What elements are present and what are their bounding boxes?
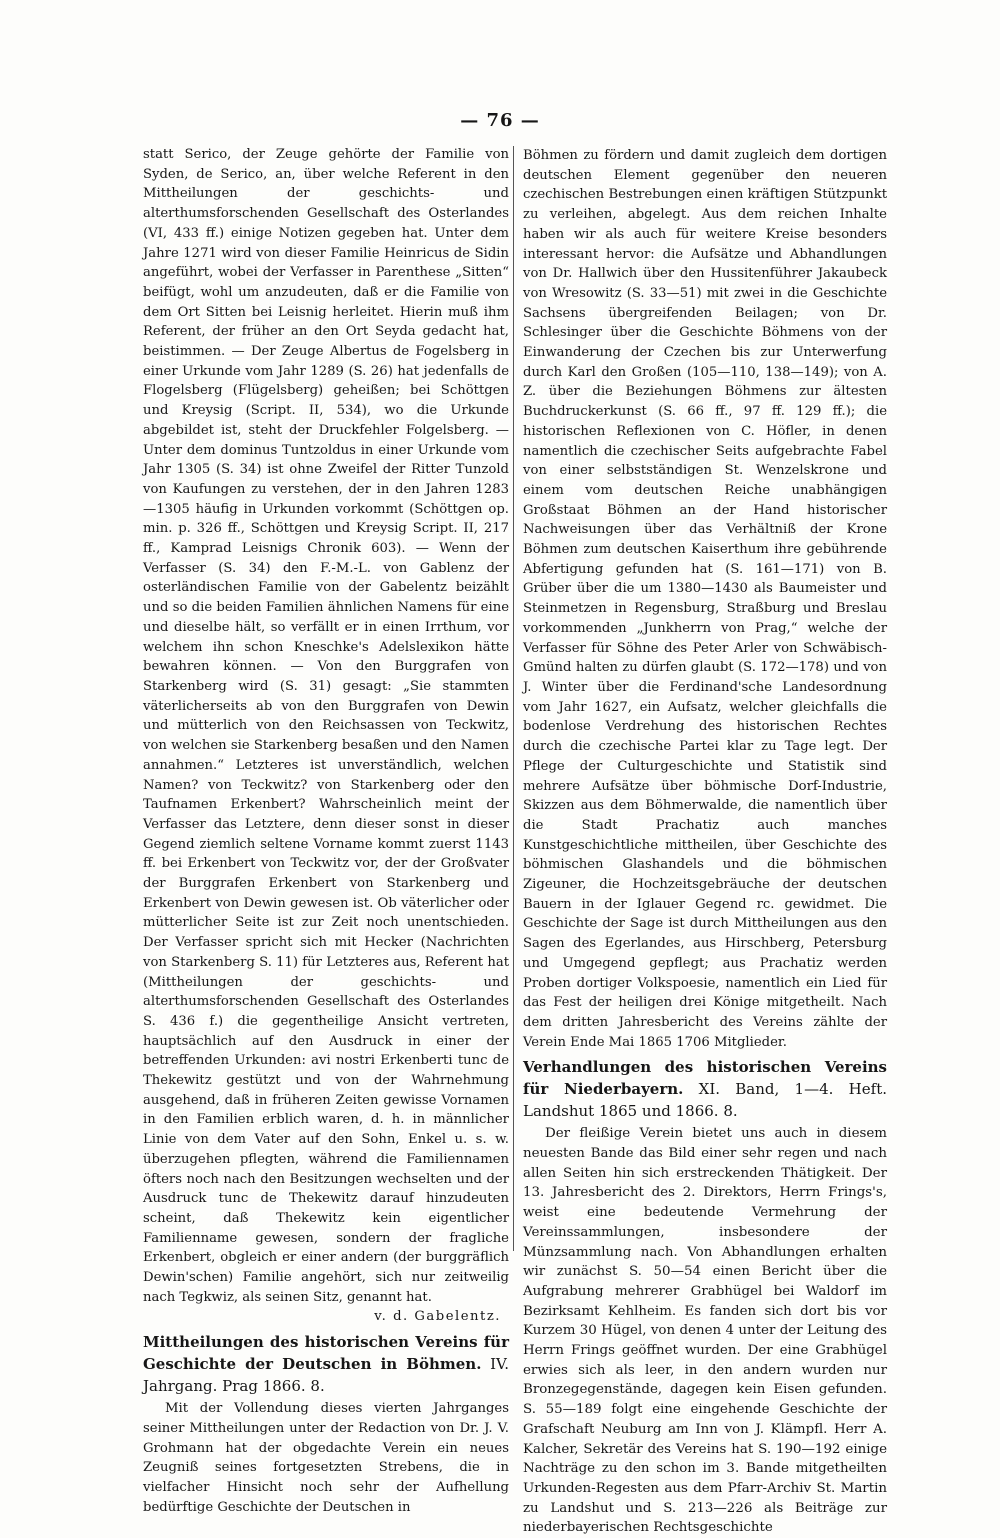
heading-title: Verhandlungen des historischen Vereins für Niederbayern. [523, 1058, 887, 1099]
column-divider [513, 146, 514, 1251]
page-number: — 76 — [460, 110, 540, 131]
right-column [523, 146, 887, 1538]
right-paragraph-1: Böhmen zu fördern und damit zugleich dem dortigen deutschen Element gegenüber den neueren czechischen Bestrebungen einen kräftigen Stützpunkt zu verleihen, abgelegt. Aus dem reichen Inhalte haben wir als auch für weitere Kreise besonders interessant hervor: die Aufsätze und Abhandlungen von Dr. Hallwich über den Hussitenführer Jakaubeck von Wresowitz (S. 33—51) mit zwei in die Geschichte Sachsens übergreifenden Beilagen; von Dr. Schlesinger über die Geschichte Böhmens von der Einwanderung der Czechen bis zur Unterwerfung durch Karl den Großen (105—110, 138—149); von A. Z. über die Beziehungen Böhmens zur ältesten Buchdruckerkunst (S. 66 ff., 97 ff. 129 ff.); die historischen Reflexionen von C. Höfler, in denen namentlich die czechischer Seits aufgebrachte Fabel von einer selbstständigen St. Wenzelskrone und einem vom deutschen Reiche unabhängigen Großstaat Böhmen an der Hand historischer Nachweisungen über das Verhältniß der Krone Böhmen zum deutschen Kaiserthum ihre gebührende Abfertigung gefunden hat (S. 161—171) von B. Grüber über die um 1380—1430 als Baumeister und Steinmetzen in Regensburg, Straßburg und Breslau vorkommenden „Junkherrn von Prag,“ welche der Verfasser für Söhne des Peter Arler von Schwäbisch-Gmünd halten zu dürfen glaubt (S. 172—178) und von J. Winter über die Ferdinand'sche Landesordnung vom Jahr 1627, ein Aufsatz, welcher gleichfalls die bodenlose Verdrehung des historischen Rechtes durch die czechische Partei klar zu Tage legt. Der Pflege der Culturgeschichte und Statistik sind mehrere Aufsätze über böhmische Dorf-Industrie, Skizzen aus dem Böhmerwalde, die namentlich über die Stadt Prachatiz auch manches Kunstgeschichtliche mittheilen, über Geschichte des böhmischen Glashandels und die böhmischen Zigeuner, die Hochzeitsgebräuche der deutschen Bauern in der Iglauer Gegend rc. gewidmet. Die Geschichte der Sage ist durch Mittheilungen aus den Sagen des Egerlandes, aus Hirschberg, Petersburg und Umgegend gepflegt; aus Prachatiz werden Proben dortiger Volkspoesie, namentlich ein Lied für das Fest der heiligen drei Könige mitgetheilt. Nach dem dritten Jahresbericht des Vereins zählte der Verein Ende Mai 1865 1706 Mitglieder. [523, 148, 887, 1050]
heading-details: IV. Jahrgang. Prag 1866. 8. [143, 1355, 509, 1396]
section-heading-boehmen [143, 1331, 509, 1397]
right-paragraph-2: Der fleißige Verein bietet uns auch in diesem neuesten Bande das Bild einer sehr regen und nach allen Seiten hin sich erstreckenden Thätigkeit. Der 13. Jahresbericht des 2. Direktors, Herrn Frings's, weist eine bedeutende Vermehrung der Vereinssammlungen, insbesondere der Münzsammlung nach. Von Abhandlungen erhalten wir zunächst S. 50—54 einen Bericht über die Aufgrabung mehrerer Grabhügel bei Waldorf im Bezirksamt Kehlheim. Es fanden sich dort bis vor Kurzem 30 Hügel, von denen 4 unter der Leitung des Herrn Frings geöffnet wurden. Der eine Grabhügel erwies sich als leer, in den andern wurden nur Bronzegegenstände, dagegen kein Eisen gefunden. S. 55—189 folgt eine eingehende Geschichte der Grafschaft Neuburg am Inn von J. Klämpfl. Herr A. Kalcher, Sekretär des Vereins hat S. 190—192 einige Nachträge zu den schon im 3. Bande mitgetheilten Urkunden-Regesten aus dem Pfarr-Archiv St. Martin zu Landshut und S. 213—226 als Beiträge zur niederbayerischen Rechtsgeschichte [523, 1126, 887, 1536]
left-column [143, 145, 509, 1517]
section-heading-niederbayern [523, 1056, 887, 1122]
left-paragraph-1: statt Serico, der Zeuge gehörte der Familie von Syden, de Serico, an, über welche Referent in den Mittheilungen der geschichts- und alterthumsforschenden Gesellschaft des Osterlandes (VI, 433 ff.) einige Notizen gegeben hat. Unter dem Jahre 1271 wird von dieser Familie Heinricus de Sidin angeführt, wobei der Verfasser in Parenthese „Sitten“ beifügt, wohl um anzudeuten, daß er die Familie von dem Ort Sitten bei Leisnig herleitet. Hierin muß ihm Referent, der früher an den Ort Seyda gedacht hat, beistimmen. — Der Zeuge Albertus de Fogelsberg in einer Urkunde vom Jahr 1289 (S. 26) hat jedenfalls de Flogelsberg (Flügelsberg) geheißen; bei Schöttgen und Kreysig (Script. II, 534), wo die Urkunde abgebildet ist, steht der Druckfehler Folgelsberg. — Unter dem dominus Tuntzoldus in einer Urkunde vom Jahr 1305 (S. 34) ist ohne Zweifel der Ritter Tunzold von Kaufungen zu verstehen, der in den Jahren 1283—1305 häufig in Urkunden vorkommt (Schöttgen op. min. p. 326 ff., Schöttgen und Kreysig Script. II, 217 ff., Kamprad Leisnigs Chronik 603). — Wenn der Verfasser (S. 34) den F.-M.-L. von Gablenz der osterländischen Familie von der Gabelentz beizählt und so die beiden Familien ähnlichen Namens für eine und dieselbe hält, so verfällt er in einen Irrthum, vor welchem ihn schon Kneschke's Adelslexikon hätte bewahren können. — Von den Burggrafen von Starkenberg wird (S. 31) gesagt: „Sie stammten väterlicherseits ab von den Burggrafen von Dewin und mütterlich von den Reichsassen von Teckwitz, von welchen sie Starkenberg besaßen und den Namen annahmen.“ Letzteres ist unverständlich, welchen Namen? von Teckwitz? von Starkenberg oder den Taufnamen Erkenbert? Wahrscheinlich meint der Verfasser das Letztere, denn dieser sonst in dieser Gegend ziemlich seltene Vorname kommt zuerst 1143 ff. bei Erkenbert von Teckwitz vor, der der Großvater der Burggrafen Erkenbert von Starkenberg und Erkenbert von Dewin gewesen ist. Ob väterlicher oder mütterlicher Seite ist zur Zeit noch unentschieden. Der Verfasser spricht sich mit Hecker (Nachrichten von Starkenberg S. 11) für Letzteres aus, Referent hat (Mittheilungen der geschichts- und alterthumsforschenden Gesellschaft des Osterlandes S. 436 f.) die gegentheilige Ansicht vertreten, hauptsächlich auf den Ausdruck in einer der betreffenden Urkunden: avi nostri Erkenberti tunc de Thekewitz gestützt und von der Wahrnehmung ausgehend, daß in früheren Zeiten gewisse Vornamen in den Familien erblich waren, d. h. in männlicher Linie von dem Vater auf den Sohn, Enkel u. s. w. überzugehen pflegten, während die Familiennamen öfters noch nach den Besitzungen wechselten und der Ausdruck tunc de Thekewitz darauf hinzudeuten scheint, daß Thekewitz kein eigentlicher Familienname gewesen, sondern der fragliche Erkenbert, obgleich er einer andern (der burggräflich Dewin'schen) Familie angehört, sich nur zeitweilig nach Tegkwiz, als seinen Sitz, genannt hat. [143, 147, 509, 1305]
heading-title: Mittheilungen des historischen Vereins für Geschichte der Deutschen in Böhmen. [143, 1333, 509, 1374]
heading-details: XI. Band, 1—4. Heft. Landshut 1865 und 1866. 8. [523, 1080, 887, 1121]
author-signature: v. d. Gabelentz. [374, 1309, 501, 1325]
left-paragraph-2: Mit der Vollendung dieses vierten Jahrganges seiner Mittheilungen unter der Redaction von Dr. J. V. Grohmann hat der obgedachte Verein ein neues Zeugniß seines fortgesetzten Strebens, die in vielfacher Hinsicht noch sehr der Aufhellung bedürftige Geschichte der Deutschen in [143, 1401, 509, 1515]
